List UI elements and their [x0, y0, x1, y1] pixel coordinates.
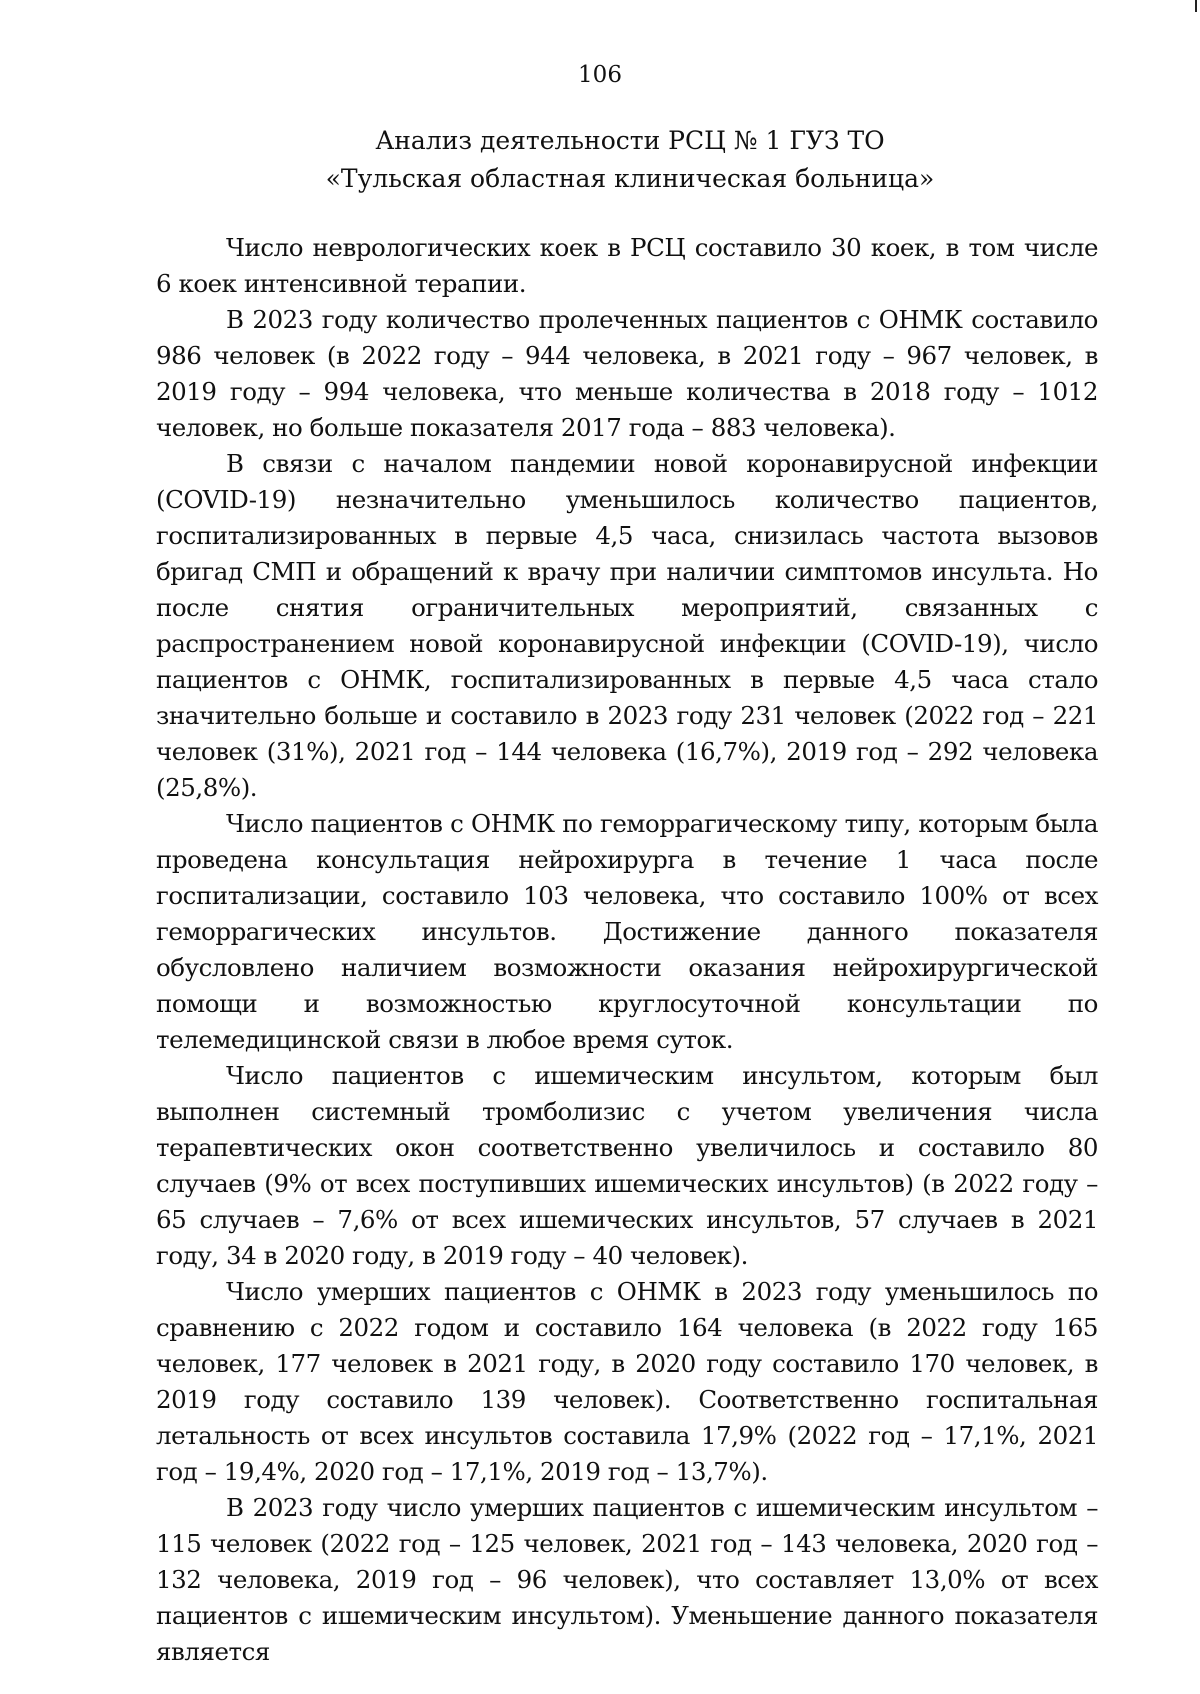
section-title-line-2: «Тульская областная клиническая больница» [325, 164, 935, 193]
page-number: 106 [578, 62, 622, 88]
paragraph-ischemic-mortality: В 2023 году число умерших пациентов с ишемическим инсультом – 115 человек (2022 год – 125 человек, 2021 год – 143 человека, 2020 год – 132 человека, 2019 год – 96 человек), что составляет 13,0% от всех пациентов с ишемическим инсультом). Уменьшение данного показателя является [156, 1493, 1098, 1666]
paragraph-covid-impact: В связи с началом пандемии новой коронавирусной инфекции (COVID-19) незначительно уменьшилось количество пациентов, госпитализированных в первые 4,5 часа, снизилась частота вызовов бригад СМП и обращений к врачу при наличии симптомов инсульта. Но после снятия ограничительных мероприятий, связанных с распространением новой коронавирусной инфекции (COVID-19), число пациентов с ОНМК, госпитализированных в первые 4,5 часа стало значительно больше и составило в 2023 году 231 человек (2022 год – 221 человек (31%), 2021 год – 144 человека (16,7%), 2019 год – 292 человека (25,8%). [156, 449, 1098, 802]
paragraph-mortality: Число умерших пациентов с ОНМК в 2023 году уменьшилось по сравнению с 2022 годом и составило 164 человека (в 2022 году 165 человек, 177 человек в 2021 году, в 2020 году составило 170 человек, в 2019 году составило 139 человек). Соответственно госпитальная летальность от всех инсультов составила 17,9% (2022 год – 17,1%, 2021 год – 19,4%, 2020 год – 17,1%, 2019 год – 13,7%). [156, 1277, 1098, 1486]
section-title [160, 122, 1100, 198]
paragraph-hemorrhagic-consultation: Число пациентов с ОНМК по геморрагическому типу, которым была проведена консультация нейрохирурга в течение 1 часа после госпитализации, составило 103 человека, что составило 100% от всех геморрагических инсультов. Достижение данного показателя обусловлено наличием возможности оказания нейрохирургической помощи и возможностью круглосуточной консультации по телемедицинской связи в любое время суток. [156, 809, 1098, 1054]
paragraph-treated-patients: В 2023 году количество пролеченных пациентов с ОНМК составило 986 человек (в 2022 году – 944 человека, в 2021 году – 967 человек, в 2019 году – 994 человека, что меньше количества в 2018 году – 1012 человек, но больше показателя 2017 года – 883 человека). [156, 305, 1098, 442]
scan-edge-mark [1195, 0, 1197, 12]
paragraph-thrombolysis: Число пациентов с ишемическим инсультом, которым был выполнен системный тромболизис с учетом увеличения числа терапевтических окон соответственно увеличилось и составило 80 случаев (9% от всех поступивших ишемических инсультов) (в 2022 году – 65 случаев – 7,6% от всех ишемических инсультов, 57 случаев в 2021 году, 34 в 2020 году, в 2019 году – 40 человек). [156, 1061, 1098, 1270]
section-title-line-1: Анализ деятельности РСЦ № 1 ГУЗ ТО [375, 126, 885, 155]
paragraph-beds: Число неврологических коек в РСЦ составило 30 коек, в том числе 6 коек интенсивной терапии. [156, 233, 1098, 298]
body-text [156, 230, 1098, 1670]
